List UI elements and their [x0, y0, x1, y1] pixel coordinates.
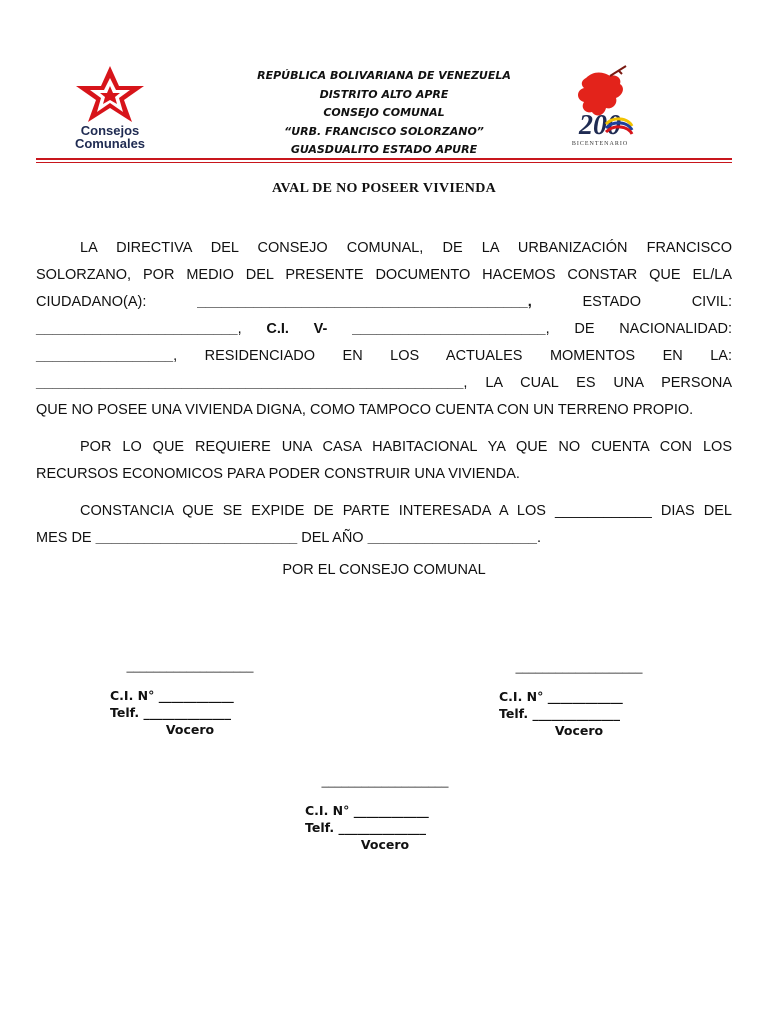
p3-line-2	[36, 525, 732, 552]
bicentenario-logo	[556, 64, 646, 154]
field-ci: ________________________	[352, 321, 546, 337]
field-nacionalidad: _________________	[36, 348, 174, 364]
header-line-council: CONSEJO COMUNAL	[323, 106, 445, 119]
comma: ,	[237, 321, 242, 337]
paragraph-3	[36, 498, 732, 552]
label-ci: C.I. V-	[266, 321, 328, 337]
field-mes: _________________________	[95, 530, 298, 546]
field-estado-civil: _________________________	[36, 321, 238, 337]
label-nacionalidad: , DE NACIONALIDAD:	[545, 321, 733, 337]
signature-line: ___________________	[126, 659, 254, 673]
p2-line-2: RECURSOS ECONOMICOS PARA PODER CONSTRUIR UNA VIVIENDA.	[36, 466, 520, 482]
signature-role: Vocero	[554, 723, 604, 738]
label-ano: DEL AÑO	[301, 530, 364, 546]
text-persona: , LA CUAL ES UNA PERSONA	[463, 375, 732, 391]
label-ciudadano: CIUDADANO(A):	[36, 294, 147, 310]
signature-role: Vocero	[360, 837, 410, 852]
document-title: AVAL DE NO POSEER VIVIENDA	[271, 181, 497, 196]
consejos-comunales-logo	[58, 64, 162, 150]
field-direccion: _____________________________________________________	[36, 375, 464, 391]
label-estado-civil: ESTADO CIVIL:	[582, 294, 732, 310]
paragraph-2	[36, 434, 732, 488]
signature-ci: C.I. N° ____________	[499, 689, 623, 704]
letterhead-text	[184, 67, 584, 160]
signature-line: ___________________	[321, 774, 449, 788]
p1-line-6	[36, 370, 732, 397]
header-divider-thin	[36, 162, 732, 163]
signature-telf: Telf. ______________	[305, 820, 426, 835]
period: .	[536, 530, 542, 546]
field-ciudadano-name: _________________________________________,	[197, 294, 532, 310]
p1-line-4	[36, 316, 732, 343]
signature-role: Vocero	[165, 722, 215, 737]
p1-line-2: SOLORZANO, POR MEDIO DEL PRESENTE DOCUMENTO HACEMOS CONSTAR QUE EL/LA	[36, 267, 732, 283]
header-line-location: GUASDUALITO ESTADO APURE	[290, 143, 478, 156]
p1-line-1: LA DIRECTIVA DEL CONSEJO COMUNAL, DE LA URBANIZACIÓN FRANCISCO	[80, 240, 732, 256]
signature-line: ___________________	[515, 660, 643, 674]
bicentenario-caption: BICENTENARIO	[571, 141, 629, 147]
logo-text-line-1: Consejos	[80, 123, 140, 138]
logo-text-line-2: Comunales	[74, 136, 146, 151]
label-mes: MES DE	[36, 530, 92, 546]
p1-line-5	[36, 343, 732, 370]
p1-line-7: QUE NO POSEE UNA VIVIENDA DIGNA, COMO TAMPOCO CUENTA CON UN TERRENO PROPIO.	[36, 402, 694, 418]
paragraph-1	[36, 235, 732, 424]
bicentenario-number: 200	[579, 110, 621, 141]
signature-telf: Telf. ______________	[110, 705, 231, 720]
signature-block-1	[100, 658, 280, 738]
header-divider	[36, 158, 732, 160]
signature-block-2	[489, 659, 669, 739]
header-line-district: DISTRITO ALTO APRE	[319, 87, 449, 101]
p2-line-1: POR LO QUE REQUIERE UNA CASA HABITACIONAL YA QUE NO CUENTA CON LOS	[80, 439, 732, 455]
label-residenciado: , RESIDENCIADO EN LOS ACTUALES MOMENTOS EN LA:	[173, 348, 732, 364]
red-star-icon	[68, 64, 152, 126]
closing-line: POR EL CONSEJO COMUNAL	[282, 562, 486, 578]
signature-telf: Telf. ______________	[499, 706, 620, 721]
signature-ci: C.I. N° ____________	[305, 803, 429, 818]
header-line-republic: REPÚBLICA BOLIVARIANA DE VENEZUELA	[257, 69, 511, 82]
p3-line-1: CONSTANCIA QUE SE EXPIDE DE PARTE INTERESADA A LOS ____________ DIAS DEL	[80, 503, 732, 519]
signature-ci: C.I. N° ____________	[110, 688, 234, 703]
p1-line-3	[36, 289, 732, 316]
header-line-urbanization: “URB. FRANCISCO SOLORZANO”	[284, 124, 484, 138]
field-ano: _____________________	[367, 530, 537, 546]
signature-block-3	[295, 773, 475, 853]
bicentenario-icon	[556, 64, 646, 142]
